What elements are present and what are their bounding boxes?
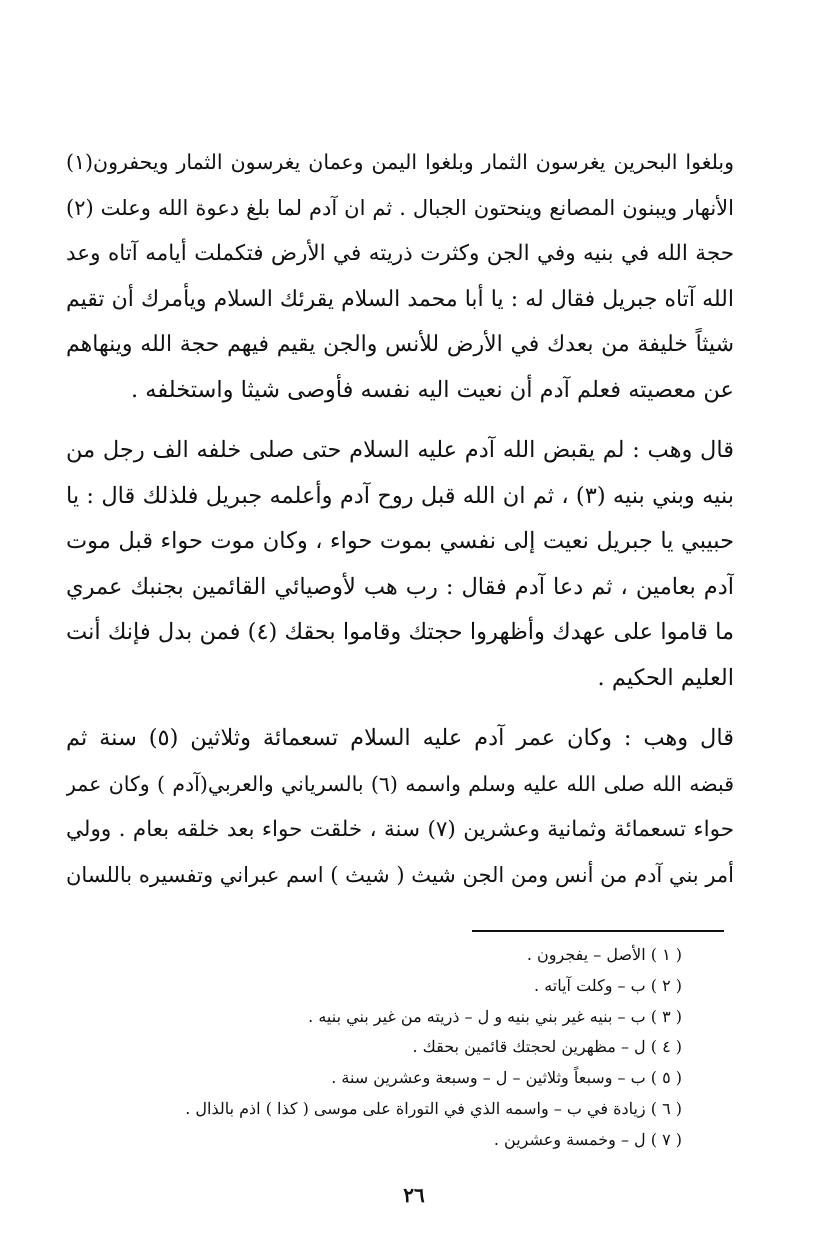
text-line: أمر بني آدم من أنس ومن الجن شيث ( شيث ) اسم عبراني وتفسيره باللسان xyxy=(66,862,734,887)
text-line: قبضه الله صلى الله عليه وسلم واسمه (٦) بالسرياني والعربي(آدم ) وكان عمر xyxy=(66,771,734,796)
text-line: حبيبي يا جبريل نعيت إلى نفسي بموت حواء ، وكان موت حواء قبل موت xyxy=(66,528,734,554)
paragraph xyxy=(66,428,734,701)
text-line: العليم الحكيم . xyxy=(597,664,734,691)
text-line: حجة الله في بنيه وفي الجن وكثرت ذريته في الأرض فتكملت أيامه آتاه وعد xyxy=(66,241,734,266)
text-line: حواء تسعمائة وثمانية وعشرين (٧) سنة ، خلقت حواء بعد خلقه بعام . وولي xyxy=(66,817,734,842)
page-number: ٢٦ xyxy=(403,1183,425,1207)
text-line: قال وهب : لم يقبض الله آدم عليه السلام حتى صلى خلفه الف رجل من xyxy=(66,437,734,463)
text-line: الأنهار ويبنون المصانع وينحتون الجبال . ثم ان آدم لما بلغ دعوة الله وعلت (٢) xyxy=(66,195,734,220)
text-line: ما قاموا على عهدك وأظهروا حجتك وقاموا بحقك (٤) فمن بدل فإنك أنت xyxy=(66,619,734,645)
text-line: قال وهب : وكان عمر آدم عليه السلام تسعمائة وثلاثين (٥) سنة ثم xyxy=(66,725,734,751)
text-line: عن معصيته فعلم آدم أن نعيت اليه نفسه فأوصى شيثا واستخلفه . xyxy=(131,376,734,403)
text-line: الله آتاه جبريل فقال له : يا أبا محمد السلام يقرئك السلام ويأمرك أن تقيم xyxy=(66,286,734,312)
footnote: ( ٢ ) ب – وكلت آياته . xyxy=(534,975,682,995)
main-text xyxy=(66,140,734,898)
footnote: ( ٧ ) ل – وخمسة وعشرين . xyxy=(493,1129,682,1149)
text-line: بنيه وبني بنيه (٣) ، ثم ان الله قبل روح آدم وأعلمه جبريل فلذلك قال : يا xyxy=(66,482,734,509)
footnote: ( ١ ) الأصل – يفجرون . xyxy=(526,945,682,964)
text-line: شيثاً خليفة من بعدك في الأرض للأنس والجن يقيم فيهم حجة الله وينهاهم xyxy=(66,332,734,357)
footnotes xyxy=(122,940,682,1156)
text-line: وبلغوا البحرين يغرسون الثمار وبلغوا اليمن وعمان يغرسون الثمار ويحفرون(١) xyxy=(66,150,734,174)
footnote-divider xyxy=(472,930,724,932)
footnote: ( ٣ ) ب – بنيه غير بني بنيه و ل – ذريته من غير بني بنيه . xyxy=(308,1006,682,1026)
text-line: آدم بعامين ، ثم دعا آدم فقال : رب هب لأوصيائي القائمين بجنبك عمري xyxy=(66,573,734,600)
footnote: ( ٤ ) ل – مظهرين لحجتك قائمين بحقك . xyxy=(412,1037,682,1057)
paragraph xyxy=(66,140,734,413)
footnote: ( ٦ ) زيادة في ب – واسمه الذي في التوراة على موسى ( كذا ) اذم بالذال . xyxy=(185,1098,682,1118)
paragraph xyxy=(66,716,734,898)
footnote: ( ٥ ) ب – وسبعاً وثلاثين – ل – وسبعة وعشرين سنة . xyxy=(331,1068,682,1088)
